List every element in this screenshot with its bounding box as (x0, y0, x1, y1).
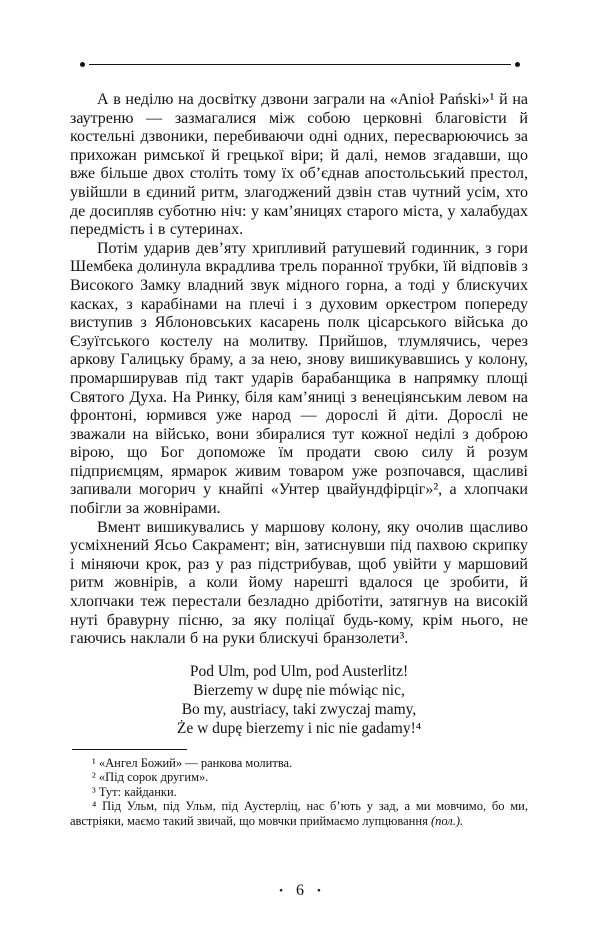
footnotes-section (70, 749, 528, 829)
page-number: 6 (296, 882, 304, 899)
footer-dot-left-icon: • (279, 885, 283, 897)
footer-dot-right-icon: • (317, 885, 321, 897)
footnote-3: ³ Тут: кайданки. (92, 784, 177, 799)
paragraph-1: А в неділю на досвітку дзвони заграли на «Anioł Pański»¹ й на заутреню — зазмагалися між собою церковні благовісти й костельні дзвоники, перебиваючи одні одних, пересварюючись за прихожан римської й грецької віри; й далі, немов згадавши, що вже більше двох століть тому їх об’єднав апостольський престол, увійшли в єдиний ритм, злагоджений дзвін став чутний усім, хто де досипляв суботню ніч: у кам’яницях старого міста, у халабудах передмість і в сутеринах. (70, 91, 528, 239)
poem-line-2: Bierzemy w dupę nie mówiąc nic, (193, 681, 405, 699)
footnote-4 (70, 799, 528, 828)
footnote-1: ¹ «Ангел Божий» — ранкова молитва. (92, 755, 293, 770)
poem-line-4: Że w dupę bierzemy i nic nie gadamy!⁴ (176, 719, 422, 737)
footnote-2: ² «Під сорок другим». (92, 770, 209, 785)
poem-line-1: Pod Ulm, pod Ulm, pod Austerlitz! (189, 662, 409, 680)
ornament-dot-left-icon (80, 62, 85, 67)
ornament-dot-right-icon (515, 62, 520, 67)
footnote-4-language-note: (пол.). (430, 813, 464, 828)
page-text (70, 91, 528, 828)
footnote-separator (72, 749, 187, 750)
poem-quote (70, 662, 528, 738)
poem-line-3: Bo my, austriacy, taki zwyczaj mamy, (181, 700, 417, 718)
paragraph-3: Вмент вишикувались у маршову колону, яку очолив щасливо усміхнений Ясьо Сакрамент; він, затиснувши під пахвою скрипку і міняючи крок, раз у раз підстрибував, щоб увійти у маршовий ритм жовнірів, а коли йому нарешті вдалося це зробити, й хлопчаки теж перестали безладно дріботіти, затягнув на високій нуті бравурну пісню, за яку поліцаї будь-кому, крім нього, не гаючись наклали б на руки блискучі бранзолети³. (70, 518, 528, 648)
page-footer (0, 882, 600, 900)
header-ornament (80, 62, 520, 67)
footnote-4-text: ⁴ Під Ульм, під Ульм, під Аустерліц, нас б’ють у зад, а ми мовчимо, бо ми, австріяки, маємо такий звичай, що мовчки приймаємо лупцювання (70, 799, 528, 828)
paragraph-2: Потім ударив дев’яту хрипливий ратушевий годинник, з гори Шембека долинула вкрадлива трель поранної трубки, їй відповів з Високого Замку владний звук мідного горна, а тоді у блискучих касках, з карабінами на плечі і з духовим оркестром попереду виступив з Яблоновських касарень полк цісарського війська до Єзуїтського костелу на молитву. Прийшов, тлумлячись, через аркову Галицьку браму, а за нею, знову вишикувавшись у колону, промарширував під такт ударів барабанщика в напрямку площі Святого Духа. На Ринку, біля кам’яниці з венеціянським левом на фронтоні, юрмився уже народ — дорослі й діти. Дорослі не зважали на військо, вони збиралися тут кожної неділі з доброю вірою, що Бог допоможе їм продати свою силу й розум підприємцям, ярмарок живим товаром уже розпочався, щасливі запивали могорич у кнайпі «Унтер цвайундфірціг»², а хлопчаки побігли за жовнірами. (70, 239, 528, 518)
ornament-rule (89, 64, 511, 65)
